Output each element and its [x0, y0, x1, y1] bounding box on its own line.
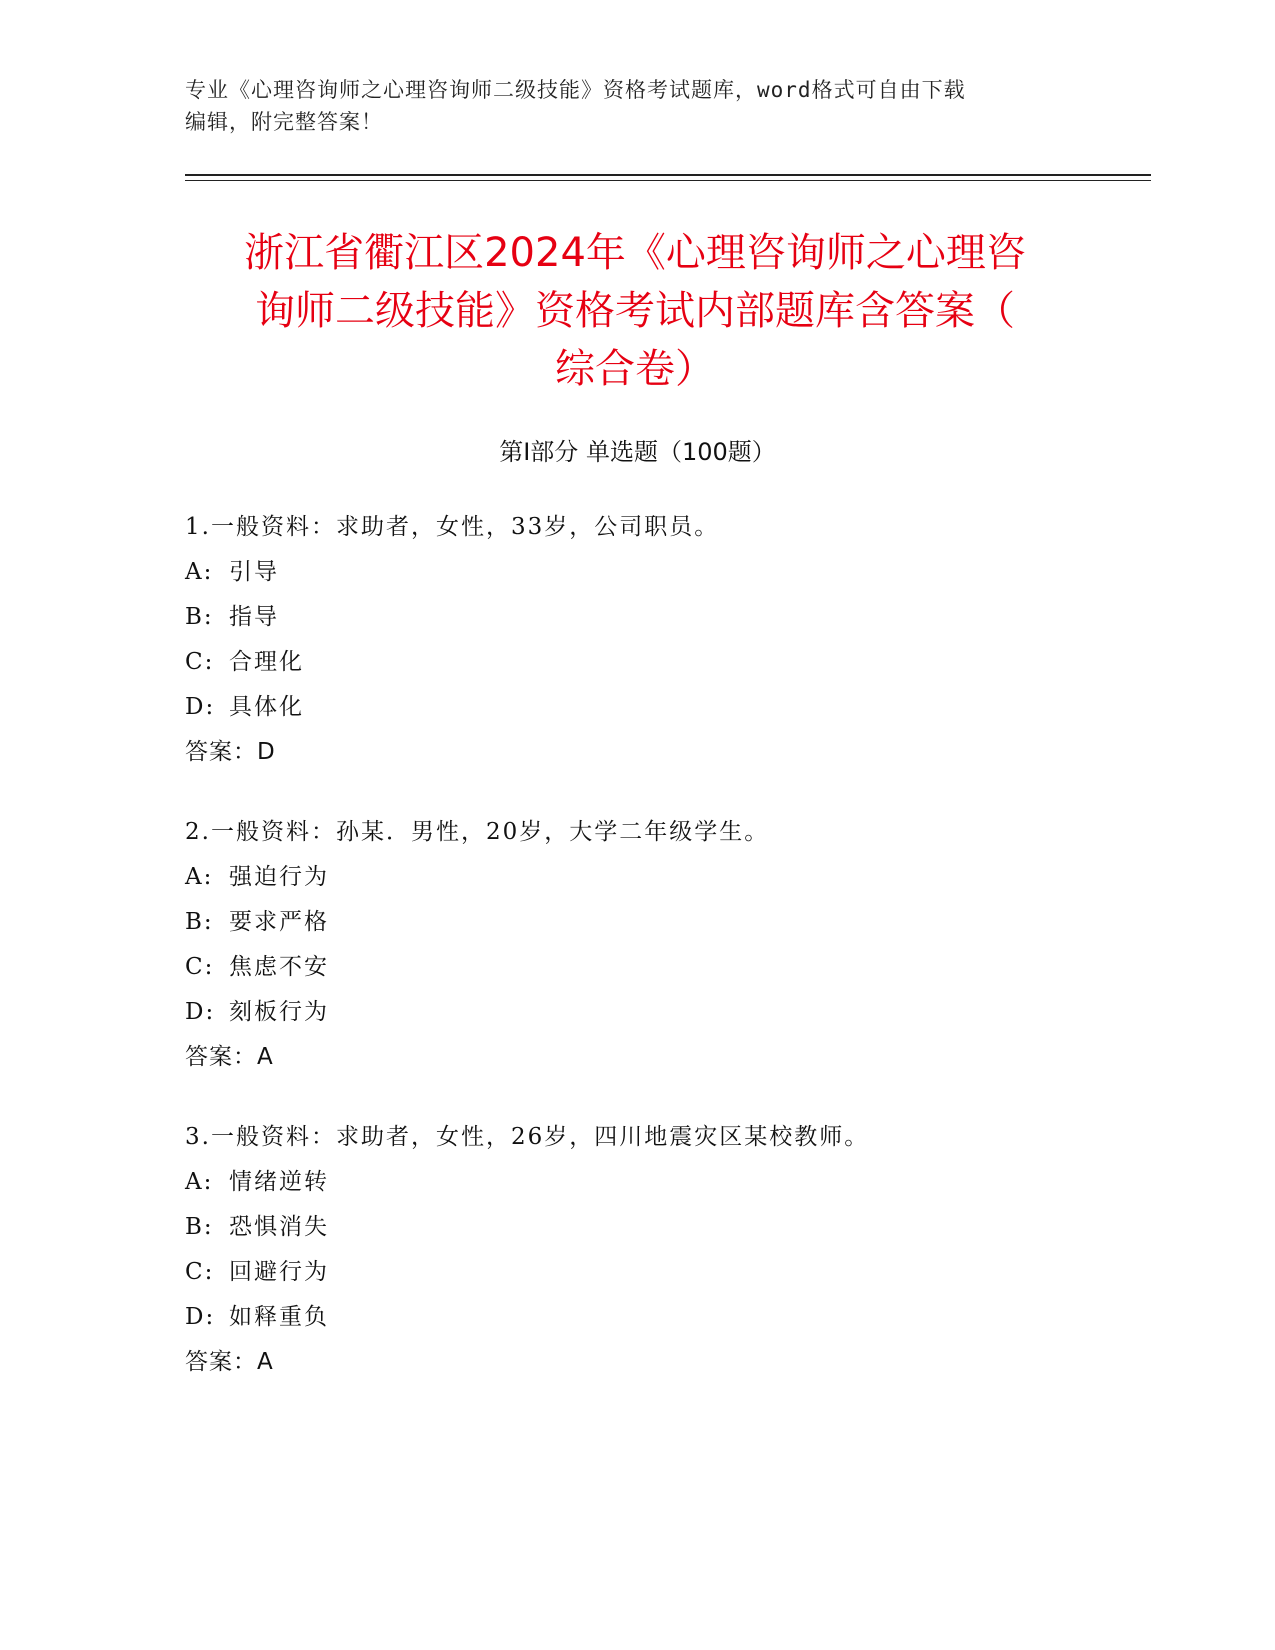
option-b: [185, 900, 1135, 945]
option-letter: A:: [185, 559, 214, 585]
header-note: [185, 74, 1085, 138]
option-text: 回避行为: [229, 1259, 329, 1285]
section-title: 第Ⅰ部分 单选题（100题）: [499, 438, 776, 466]
option-b: [185, 1205, 1135, 1250]
option-text: 指导: [229, 604, 279, 630]
question-2: [185, 810, 1135, 1080]
option-letter: C:: [185, 1259, 215, 1285]
option-letter: B:: [185, 604, 214, 630]
question-stem: 1.一般资料：求助者，女性，33岁，公司职员。: [185, 514, 720, 540]
header-note-line-1: 专业《心理咨询师之心理咨询师二级技能》资格考试题库，word格式可自由下载: [185, 78, 966, 102]
answer: 答案：A: [185, 1349, 274, 1375]
title-line-3: 综合卷）: [555, 346, 715, 392]
option-letter: B:: [185, 909, 214, 935]
option-d: [185, 1295, 1135, 1340]
option-a: [185, 855, 1135, 900]
option-text: 焦虑不安: [229, 954, 329, 980]
option-d: [185, 990, 1135, 1035]
question-stem: 2.一般资料：孙某．男性，20岁，大学二年级学生。: [185, 819, 770, 845]
option-text: 如释重负: [229, 1304, 329, 1330]
option-letter: D:: [185, 694, 216, 720]
option-text: 强迫行为: [229, 864, 329, 890]
option-text: 恐惧消失: [229, 1214, 329, 1240]
option-letter: A:: [185, 1169, 214, 1195]
option-letter: C:: [185, 954, 215, 980]
header-divider-thin: [185, 180, 1151, 181]
option-letter: D:: [185, 1304, 216, 1330]
question-3: [185, 1115, 1135, 1385]
question-stem: 3.一般资料：求助者，女性，26岁，四川地震灾区某校教师。: [185, 1124, 870, 1150]
option-text: 情绪逆转: [229, 1169, 329, 1195]
option-letter: C:: [185, 649, 215, 675]
option-c: [185, 640, 1135, 685]
document-title: [160, 224, 1110, 398]
option-a: [185, 1160, 1135, 1205]
option-d: [185, 685, 1135, 730]
option-text: 要求严格: [229, 909, 329, 935]
option-text: 刻板行为: [229, 999, 329, 1025]
answer: 答案：A: [185, 1044, 274, 1070]
option-letter: B:: [185, 1214, 214, 1240]
option-b: [185, 595, 1135, 640]
title-line-2: 询师二级技能》资格考试内部题库含答案（: [255, 288, 1015, 334]
option-text: 合理化: [229, 649, 304, 675]
option-text: 引导: [229, 559, 279, 585]
option-letter: A:: [185, 864, 214, 890]
question-1: [185, 505, 1135, 775]
answer: 答案：D: [185, 739, 276, 765]
option-letter: D:: [185, 999, 216, 1025]
option-text: 具体化: [229, 694, 304, 720]
title-line-1: 浙江省衢江区2024年《心理咨询师之心理咨: [244, 230, 1026, 276]
option-a: [185, 550, 1135, 595]
option-c: [185, 1250, 1135, 1295]
header-divider-thick: [185, 174, 1151, 176]
option-c: [185, 945, 1135, 990]
header-note-line-2: 编辑，附完整答案！: [185, 110, 383, 134]
